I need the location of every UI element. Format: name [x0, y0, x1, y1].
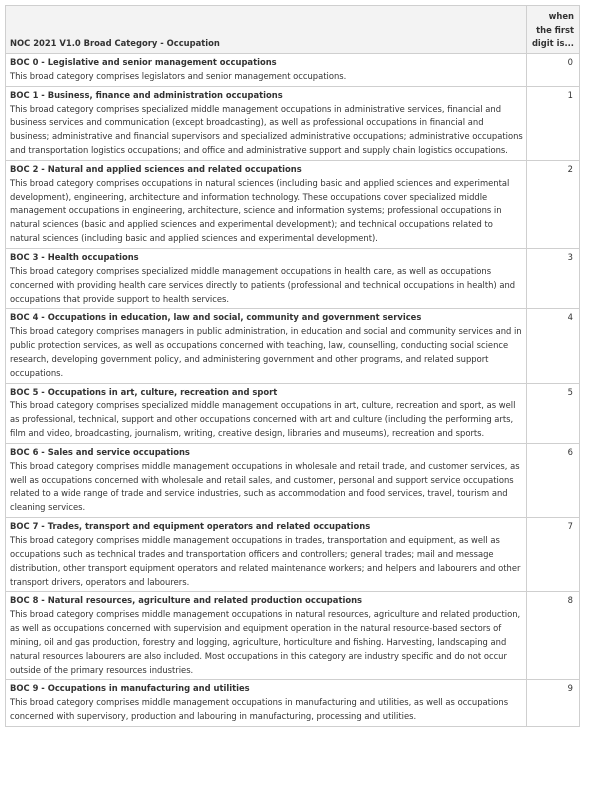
category-cell: [6, 248, 527, 308]
category-cell: [6, 54, 527, 87]
category-description: This broad category comprises specialized middle management occupations in art, culture, recreation and sport, as well as professional, technical, support and other occupations concerned with art and culture (including the performing arts, film and video, broadcasting, journalism, writing, creative design, libraries and museums), recreation and sports.: [10, 400, 516, 439]
first-digit-cell: 6: [527, 443, 580, 517]
first-digit-cell: 1: [527, 86, 580, 160]
category-title: BOC 2 - Natural and applied sciences and related occupations: [10, 163, 302, 174]
category-title: BOC 9 - Occupations in manufacturing and utilities: [10, 683, 250, 694]
category-cell: [6, 443, 527, 517]
category-title: BOC 1 - Business, finance and administration occupations: [10, 89, 283, 100]
table-row: [6, 86, 580, 160]
category-description: This broad category comprises middle management occupations in trades, transportation and equipment, as well as occupations such as technical trades and transportation officers and controllers; general trades; mail and message distribution, other transport equipment operators and related maintenance workers; and helpers and labourers and other transport drivers, operators and labourers.: [10, 535, 521, 587]
category-description: This broad category comprises specialized middle management occupations in administrative services, financial and business services and communication (except broadcasting), as well as professional occupations in financial and business; administrative and financial supervisors and specialized administrative occupations; administrative occupations and transportation logistics occupations; and office and administrative support and supply chain logistics occupations.: [10, 103, 523, 156]
category-description: This broad category comprises middle management occupations in manufacturing and utilities, as well as occupations concerned with supervisory, production and labouring in manufacturing, processing and utilities.: [10, 697, 509, 722]
first-digit-cell: 0: [527, 54, 580, 87]
table-header-row: [6, 6, 580, 54]
first-digit-cell: 5: [527, 383, 580, 443]
column-header-category[interactable]: NOC 2021 V1.0 Broad Category - Occupation: [6, 6, 527, 54]
table-row: [6, 680, 580, 727]
noc-category-table: [5, 5, 580, 727]
category-description: This broad category comprises occupations in natural sciences (including basic and applied sciences and experimental development), engineering, architecture and information technology. These occupations cover specialized middle management occupations in engineering, architecture, science and information systems; professional occupations in natural sciences (basic and applied sciences and experimental development); and technical occupations related to natural sciences (including basic and applied sciences and experimental development).: [10, 177, 510, 244]
table-row: [6, 383, 580, 443]
first-digit-cell: 3: [527, 248, 580, 308]
category-title: BOC 4 - Occupations in education, law and social, community and government services: [10, 312, 422, 323]
table-row: [6, 309, 580, 383]
category-cell: [6, 592, 527, 680]
first-digit-cell: 7: [527, 518, 580, 592]
table-row: [6, 248, 580, 308]
first-digit-cell: 2: [527, 160, 580, 248]
category-title: BOC 7 - Trades, transport and equipment operators and related occupations: [10, 521, 371, 532]
category-description: This broad category comprises specialized middle management occupations in health care, as well as occupations concerned with providing health care services directly to patients (professional and technical occupations in health) and occupations that provide support to health services.: [10, 265, 516, 304]
category-description: This broad category comprises managers in public administration, in education and social and community services and in public protection services, as well as occupations concerned with teaching, law, counselling, conducting social science research, developing government policy, and administering government and other programs, and related support occupations.: [10, 326, 522, 378]
table-row: [6, 592, 580, 680]
category-cell: [6, 680, 527, 727]
category-title: BOC 3 - Health occupations: [10, 251, 139, 262]
category-cell: [6, 518, 527, 592]
category-cell: [6, 86, 527, 160]
table-row: [6, 54, 580, 87]
noc-category-table-container: [5, 5, 579, 727]
category-cell: [6, 383, 527, 443]
table-row: [6, 443, 580, 517]
category-description: This broad category comprises middle management occupations in natural resources, agriculture and related production, as well as occupations concerned with supervision and equipment operation in the natural resource-based sectors of mining, oil and gas production, forestry and logging, agriculture, horticulture and fishing. Harvesting, landscaping and natural resources labourers are also included. Most occupations in this category are industry specific and do not occur outside of the primary resources industries.: [10, 609, 521, 675]
category-cell: [6, 160, 527, 248]
category-title: BOC 0 - Legislative and senior management occupations: [10, 57, 277, 67]
category-description: This broad category comprises legislators and senior management occupations.: [10, 70, 347, 81]
column-header-first-digit[interactable]: when the first digit is...: [527, 6, 580, 54]
first-digit-cell: 9: [527, 680, 580, 727]
first-digit-cell: 4: [527, 309, 580, 383]
category-description: This broad category comprises middle management occupations in wholesale and retail trade, and customer services, as well as occupations concerned with wholesale and retail sales, and customer, personal and support service occupations related to a wide range of trade and service industries, such as accommodation and food services, travel, tourism and cleaning services.: [10, 460, 520, 513]
category-title: BOC 8 - Natural resources, agriculture and related production occupations: [10, 595, 363, 606]
category-cell: [6, 309, 527, 383]
table-row: [6, 518, 580, 592]
first-digit-cell: 8: [527, 592, 580, 680]
category-title: BOC 5 - Occupations in art, culture, recreation and sport: [10, 386, 278, 397]
category-title: BOC 6 - Sales and service occupations: [10, 446, 190, 457]
table-row: [6, 160, 580, 248]
